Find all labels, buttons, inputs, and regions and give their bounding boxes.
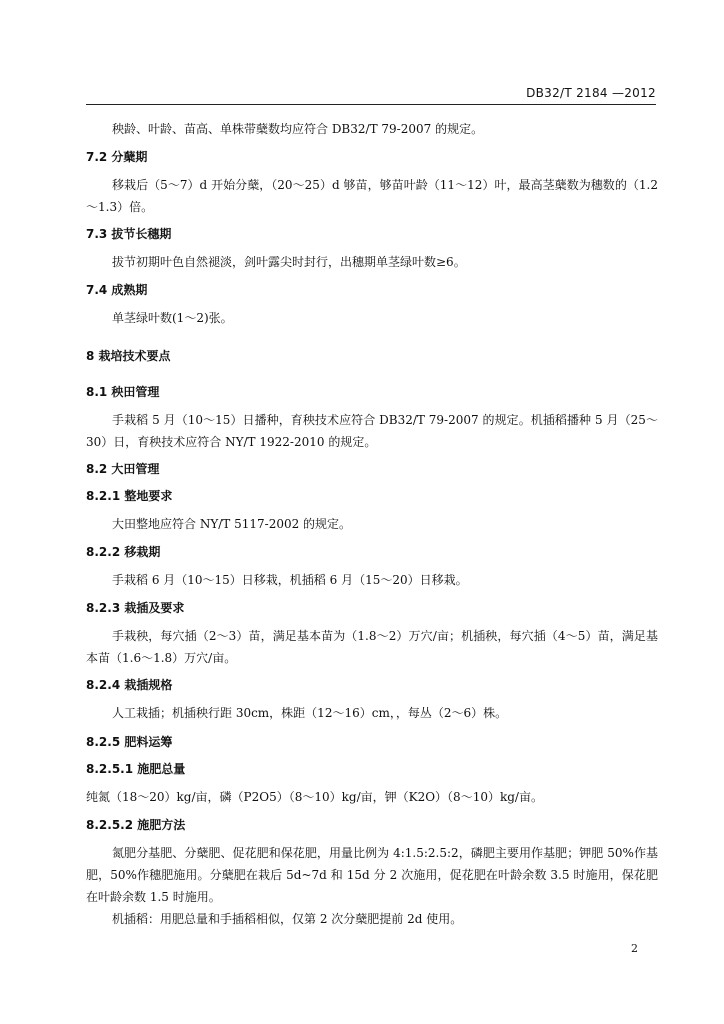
section-heading-8-1: 8.1 秧田管理 [86, 385, 160, 399]
section-heading-8-2-5-2: 8.2.5.2 施肥方法 [86, 818, 186, 832]
paragraph: 机插稻：用肥总量和手插稻相似，仅第 2 次分蘖肥提前 2d 使用。 [112, 912, 463, 926]
page-body [86, 118, 658, 930]
paragraph: 手栽稻 6 月（10～15）日移栽，机插稻 6 月（15～20）日移栽。 [112, 573, 468, 587]
section-heading-7-3: 7.3 拔节长穗期 [86, 227, 172, 241]
paragraph: 人工栽插；机插秧行距 30cm，株距（12～16）cm，，每丛（2～6）株。 [112, 706, 508, 720]
section-heading-8-2-1: 8.2.1 整地要求 [86, 489, 173, 503]
paragraph: 手栽稻 5 月（10～15）日播种，育秧技术应符合 DB32/T 79-2007 的规定。机插稻播种 5 月（25～30）日，育秧技术应符合 NY/T 1922-2010 的规定。 [86, 413, 658, 449]
paragraph: 秧龄、叶龄、苗高、单株带蘖数均应符合 DB32/T 79-2007 的规定。 [112, 122, 484, 136]
paragraph: 纯氮（18～20）kg/亩，磷（P2O5）（8～10）kg/亩，钾（K2O）（8～10）kg/亩。 [86, 790, 543, 804]
section-heading-8-2-5-1: 8.2.5.1 施肥总量 [86, 762, 186, 776]
section-heading-8-2: 8.2 大田管理 [86, 462, 160, 476]
section-heading-8-2-4: 8.2.4 栽插规格 [86, 678, 173, 692]
paragraph: 移栽后（5～7）d 开始分蘖，（20～25）d 够苗，够苗叶龄（11～12）叶，最高茎蘖数为穗数的（1.2～1.3）倍。 [86, 178, 658, 214]
paragraph: 手栽秧，每穴插（2～3）苗，满足基本苗为（1.8～2）万穴/亩；机插秧，每穴插（4～5）苗，满足基本苗（1.6～1.8）万穴/亩。 [86, 629, 658, 665]
section-heading-8-2-3: 8.2.3 栽插及要求 [86, 601, 185, 615]
section-heading-8-2-2: 8.2.2 移栽期 [86, 545, 161, 559]
page-number: 2 [631, 942, 638, 955]
section-heading-8-2-5: 8.2.5 肥料运筹 [86, 735, 173, 749]
header-rule [86, 104, 656, 105]
document-code: DB32/T 2184 —2012 [526, 86, 656, 100]
section-heading-8: 8 栽培技术要点 [86, 349, 171, 363]
paragraph: 氮肥分基肥、分蘖肥、促花肥和保花肥，用量比例为 4:1.5:2.5:2，磷肥主要用作基肥；钾肥 50%作基肥，50%作穗肥施用。分蘖肥在栽后 5d~7d 和 15d 分 2 次施用，促花肥在叶龄余数 3.5 时施用，保花肥在叶龄余数 1.5 时施用。 [86, 846, 658, 904]
paragraph: 大田整地应符合 NY/T 5117-2002 的规定。 [112, 517, 352, 531]
section-heading-7-2: 7.2 分蘖期 [86, 150, 148, 164]
section-heading-7-4: 7.4 成熟期 [86, 283, 148, 297]
paragraph: 单茎绿叶数(1～2)张。 [112, 311, 233, 325]
paragraph: 拔节初期叶色自然褪淡，剑叶露尖时封行，出穗期单茎绿叶数≥6。 [112, 255, 466, 269]
